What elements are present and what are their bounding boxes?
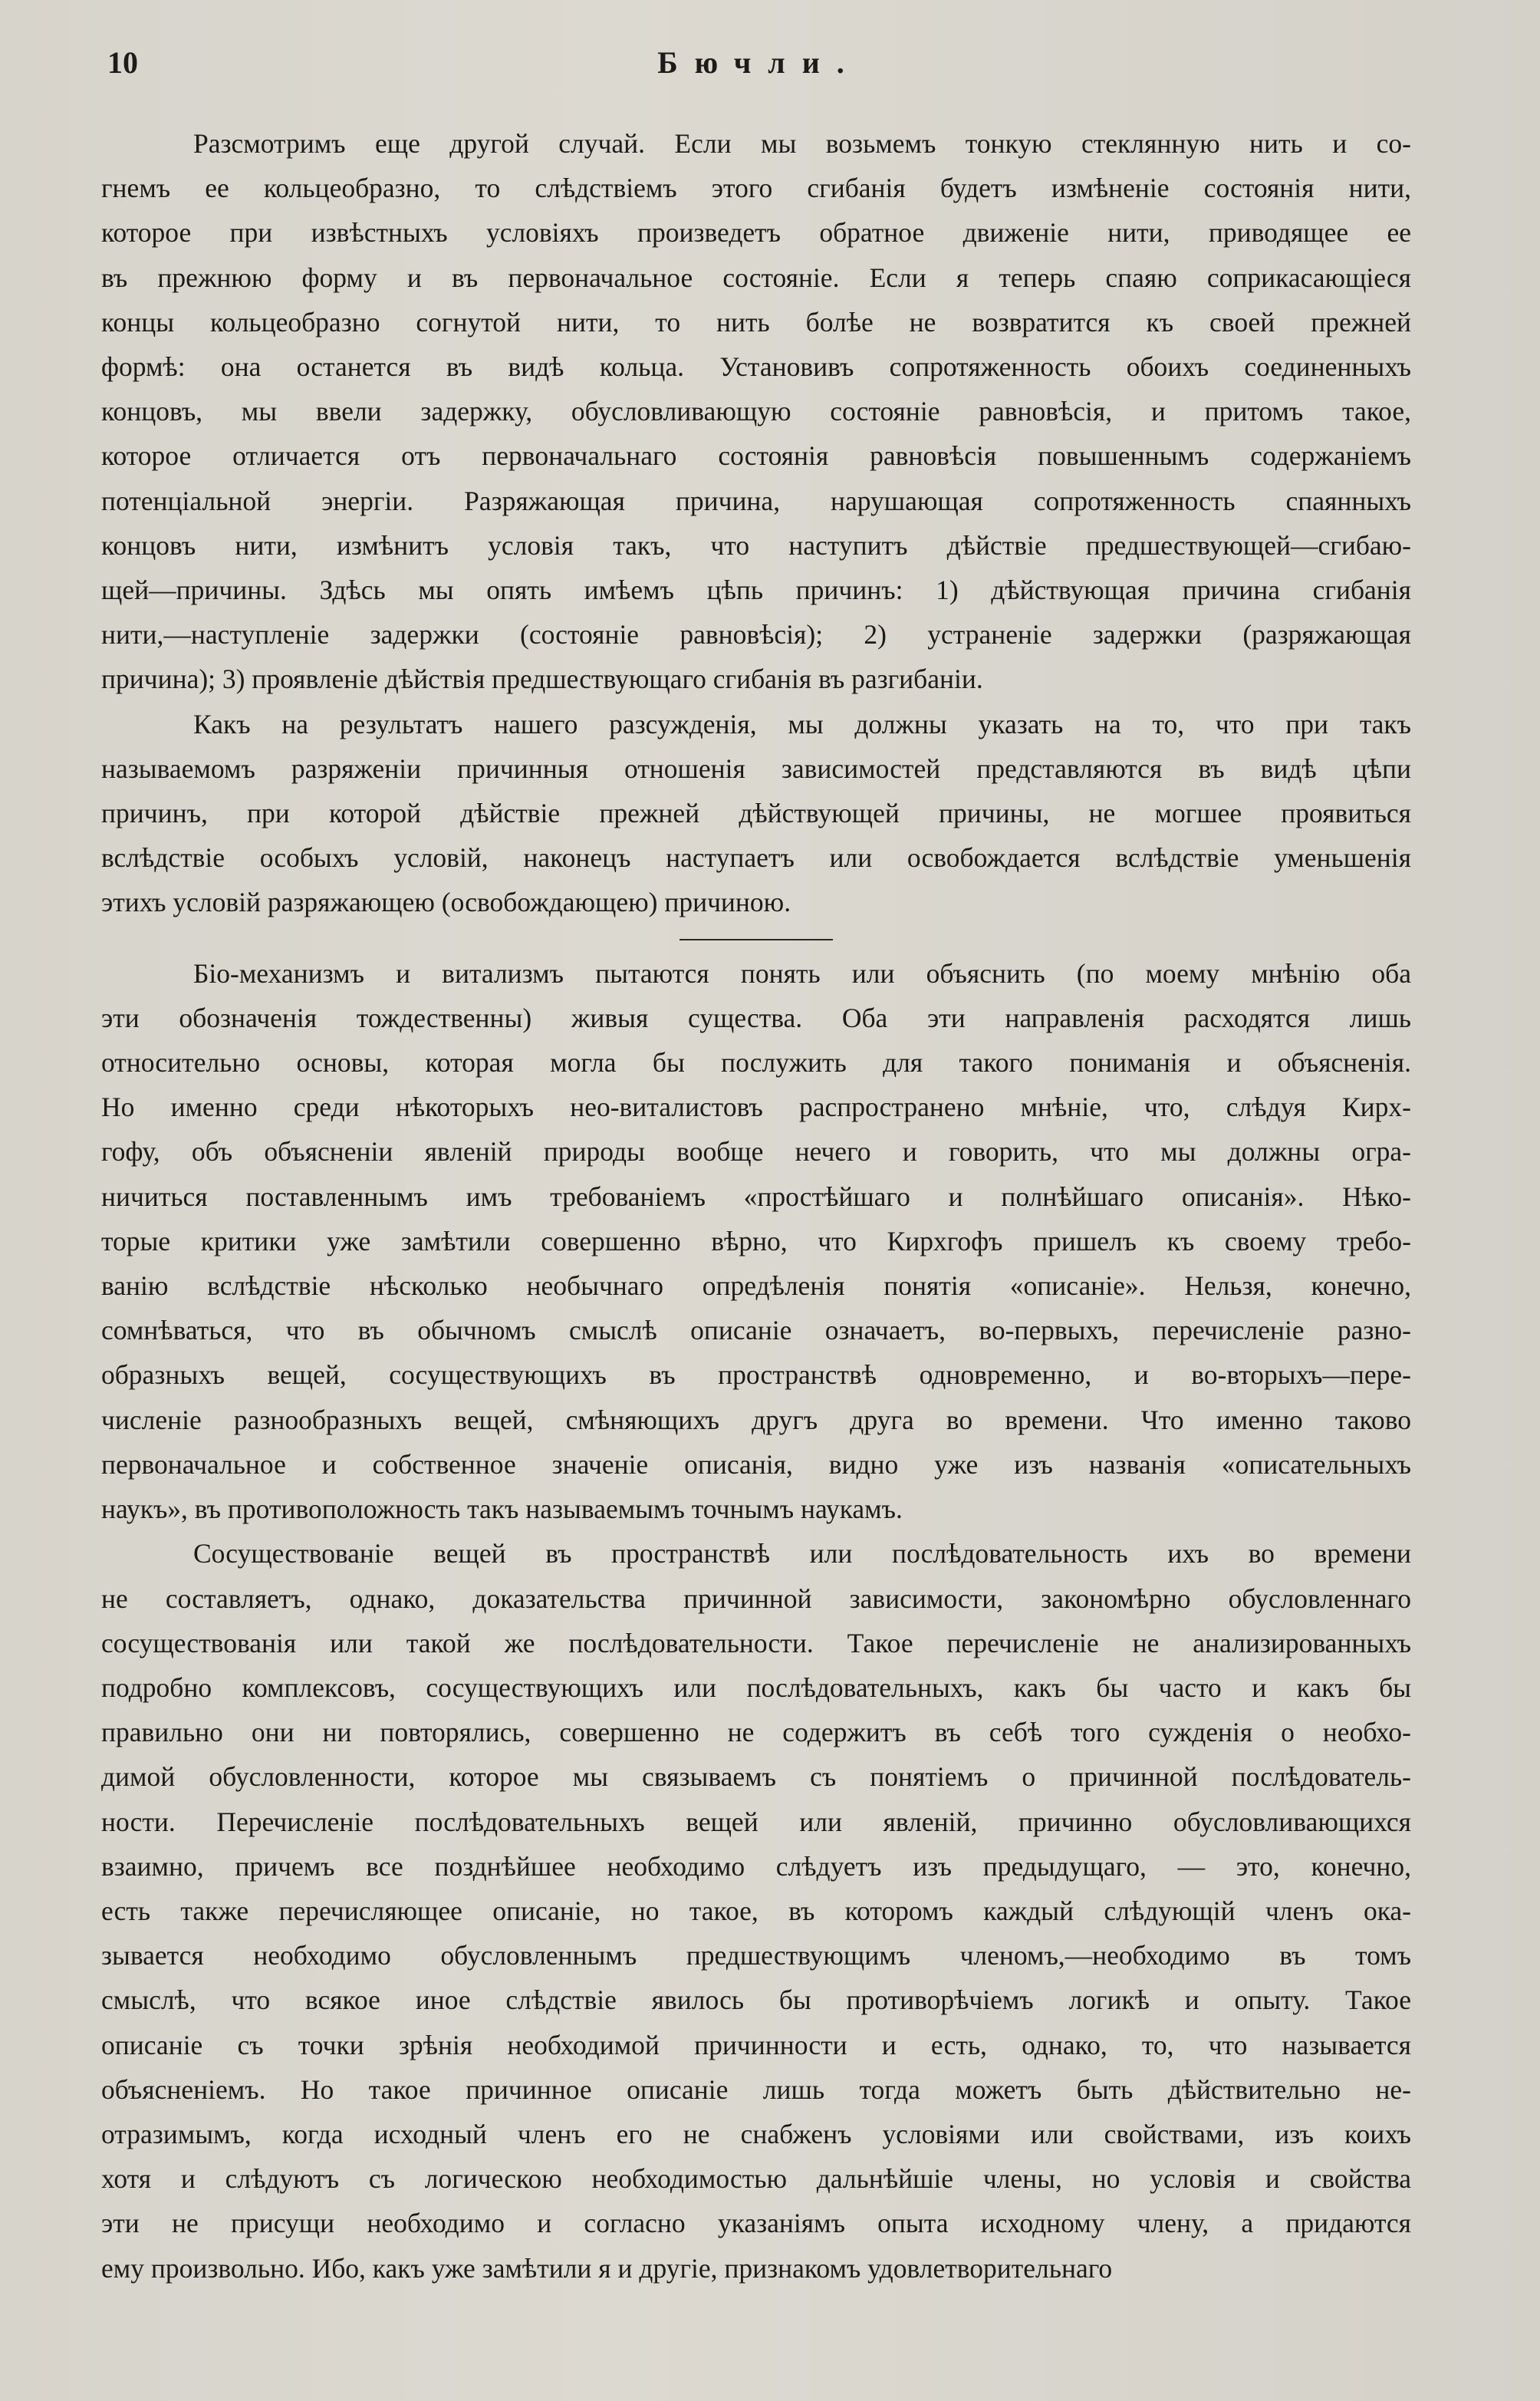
text-line: въ прежнюю форму и въ первоначальное состояніе. Если я теперь спаяю соприкасающіеся <box>101 262 1411 293</box>
text-line: сосуществованія или такой же послѣдовательности. Такое перечисленіе не анализированныхъ <box>101 1627 1411 1658</box>
text-line: ничиться поставленнымъ имъ требованіемъ «простѣйшаго и полнѣйшаго описанія». Нѣко- <box>101 1181 1411 1212</box>
text-line: димой обусловленности, которое мы связываемъ съ понятіемъ о причинной послѣдователь- <box>101 1761 1411 1793</box>
text-line: этихъ условій разряжающею (освобождающею) причиною. <box>101 887 791 918</box>
paragraph-discharge-example <box>101 121 1411 702</box>
text-line: Сосуществованіе вещей въ пространствѣ или послѣдовательность ихъ во времени <box>193 1538 1411 1569</box>
text-line: ности. Перечисленіе послѣдовательныхъ вещей или явленій, причинно обусловливающихся <box>101 1806 1411 1837</box>
text-line: Біо-механизмъ и витализмъ пытаются понять или объяснить (по моему мнѣнію оба <box>193 957 1411 989</box>
text-line: причина); 3) проявленіе дѣйствія предшествующаго сгибанія въ разгибаніи. <box>101 664 983 695</box>
running-head: Бючли. <box>657 45 861 80</box>
paragraph-coexistence-sequence <box>101 1531 1411 2290</box>
page-number: 10 <box>107 45 138 80</box>
text-line: нити,—наступленіе задержки (состояніе равновѣсія); 2) устраненіе задержки (разряжающая <box>101 619 1411 650</box>
text-line: вслѣдствіе особыхъ условій, наконецъ наступаетъ или освобождается вслѣдствіе уменьшенія <box>101 842 1411 874</box>
text-line: взаимно, причемъ все позднѣйшее необходимо слѣдуетъ изъ предыдущаго, — это, конечно, <box>101 1850 1411 1882</box>
text-line: гофу, объ объясненіи явленій природы вообще нечего и говорить, что мы должны огра- <box>101 1136 1411 1168</box>
text-line: эти обозначенія тождественны) живыя существа. Оба эти направленія расходятся лишь <box>101 1002 1411 1033</box>
text-line: Но именно среди нѣкоторыхъ нео-виталистовъ распространено мнѣніе, что, слѣдуя Кирх- <box>101 1092 1411 1123</box>
text-line: подробно комплексовъ, сосуществующихъ или послѣдовательныхъ, какъ бы часто и какъ бы <box>101 1671 1411 1703</box>
text-line: не составляетъ, однако, доказательства причинной зависимости, закономѣрно обусловленнаго <box>101 1583 1411 1614</box>
text-line: сомнѣваться, что въ обычномъ смыслѣ описаніе означаетъ, во-первыхъ, перечисленіе разно- <box>101 1315 1411 1346</box>
text-line: Какъ на результатъ нашего разсужденія, мы должны указать на то, что при такъ <box>193 708 1411 739</box>
page-header <box>107 44 1411 91</box>
text-line: называемомъ разряженіи причинныя отношенія зависимостей представляются въ видѣ цѣпи <box>101 753 1411 784</box>
text-line: смыслѣ, что всякое иное слѣдствіе явилось бы противорѣчіемъ логикѣ и опыту. Такое <box>101 1984 1411 2016</box>
text-line: формѣ: она останется въ видѣ кольца. Установивъ сопротяженность обоихъ соединенныхъ <box>101 351 1411 383</box>
text-line: причинъ, при которой дѣйствіе прежней дѣйствующей причины, не могшее проявиться <box>101 798 1411 829</box>
paragraph-biomechanism-vitalism <box>101 951 1411 1532</box>
text-line: щей—причины. Здѣсь мы опять имѣемъ цѣпь причинъ: 1) дѣйствующая причина сгибанія <box>101 575 1411 606</box>
section-divider <box>680 939 833 940</box>
text-line: первоначальное и собственное значеніе описанія, видно уже изъ названія «описательныхъ <box>101 1448 1411 1480</box>
text-line: описаніе съ точки зрѣнія необходимой причинности и есть, однако, то, что называется <box>101 2029 1411 2060</box>
text-line: которое при извѣстныхъ условіяхъ произведетъ обратное движеніе нити, приводящее ее <box>101 217 1411 249</box>
text-line: гнемъ ее кольцеобразно, то слѣдствіемъ этого сгибанія будетъ измѣненіе состоянія нити, <box>101 173 1411 204</box>
paragraph-discharge-conclusion <box>101 702 1411 925</box>
text-line: концовъ нити, измѣнитъ условія такъ, что наступитъ дѣйствіе предшествующей—сгибаю- <box>101 529 1411 561</box>
text-line: объясненіемъ. Но такое причинное описаніе лишь тогда можетъ быть дѣйствительно не- <box>101 2073 1411 2105</box>
text-line: которое отличается отъ первоначальнаго состоянія равновѣсія повышеннымъ содержаніемъ <box>101 440 1411 472</box>
body-text <box>101 121 1411 2291</box>
text-line: правильно они ни повторялись, совершенно не содержитъ въ себѣ того сужденія о необхо- <box>101 1717 1411 1748</box>
text-line: ему произвольно. Ибо, какъ уже замѣтили я и другіе, признакомъ удовлетворительнаго <box>101 2252 1113 2284</box>
text-line: относительно основы, которая могла бы послужить для такого пониманія и объясненія. <box>101 1047 1411 1079</box>
text-line: отразимымъ, когда исходный членъ его не снабженъ условіями или свойствами, изъ коихъ <box>101 2118 1411 2149</box>
text-line: концовъ, мы ввели задержку, обусловливающую состояніе равновѣсія, и притомъ такое, <box>101 396 1411 427</box>
text-line: Разсмотримъ еще другой случай. Если мы возьмемъ тонкую стеклянную нить и со- <box>193 128 1411 159</box>
text-line: концы кольцеобразно согнутой нити, то нить болѣе не возвратится къ своей прежней <box>101 306 1411 338</box>
text-line: зывается необходимо обусловленнымъ предшествующимъ членомъ,—необходимо въ томъ <box>101 1940 1411 1971</box>
text-line: хотя и слѣдуютъ съ логическою необходимостью дальнѣйшіе члены, но условія и свойства <box>101 2163 1411 2195</box>
text-line: потенціальной энергіи. Разряжающая причина, нарушающая сопротяженность спаянныхъ <box>101 485 1411 516</box>
text-line: численіе разнообразныхъ вещей, смѣняющихъ другъ друга во времени. Что именно таково <box>101 1404 1411 1435</box>
text-line: образныхъ вещей, сосуществующихъ въ пространствѣ одновременно, и во-вторыхъ—пере- <box>101 1359 1411 1391</box>
text-line: ванію вслѣдствіе нѣсколько необычнаго опредѣленія понятія «описаніе». Нельзя, конечно, <box>101 1270 1411 1302</box>
text-line: торые критики уже замѣтили совершенно вѣрно, что Кирхгофъ пришелъ къ своему требо- <box>101 1225 1411 1256</box>
text-line: эти не присущи необходимо и согласно указаніямъ опыта исходному члену, а придаются <box>101 2208 1411 2239</box>
text-line: есть также перечисляющее описаніе, но такое, въ которомъ каждый слѣдующій членъ ока- <box>101 1895 1411 1926</box>
text-line: наукъ», въ противоположность такъ называемымъ точнымъ наукамъ. <box>101 1494 903 1525</box>
